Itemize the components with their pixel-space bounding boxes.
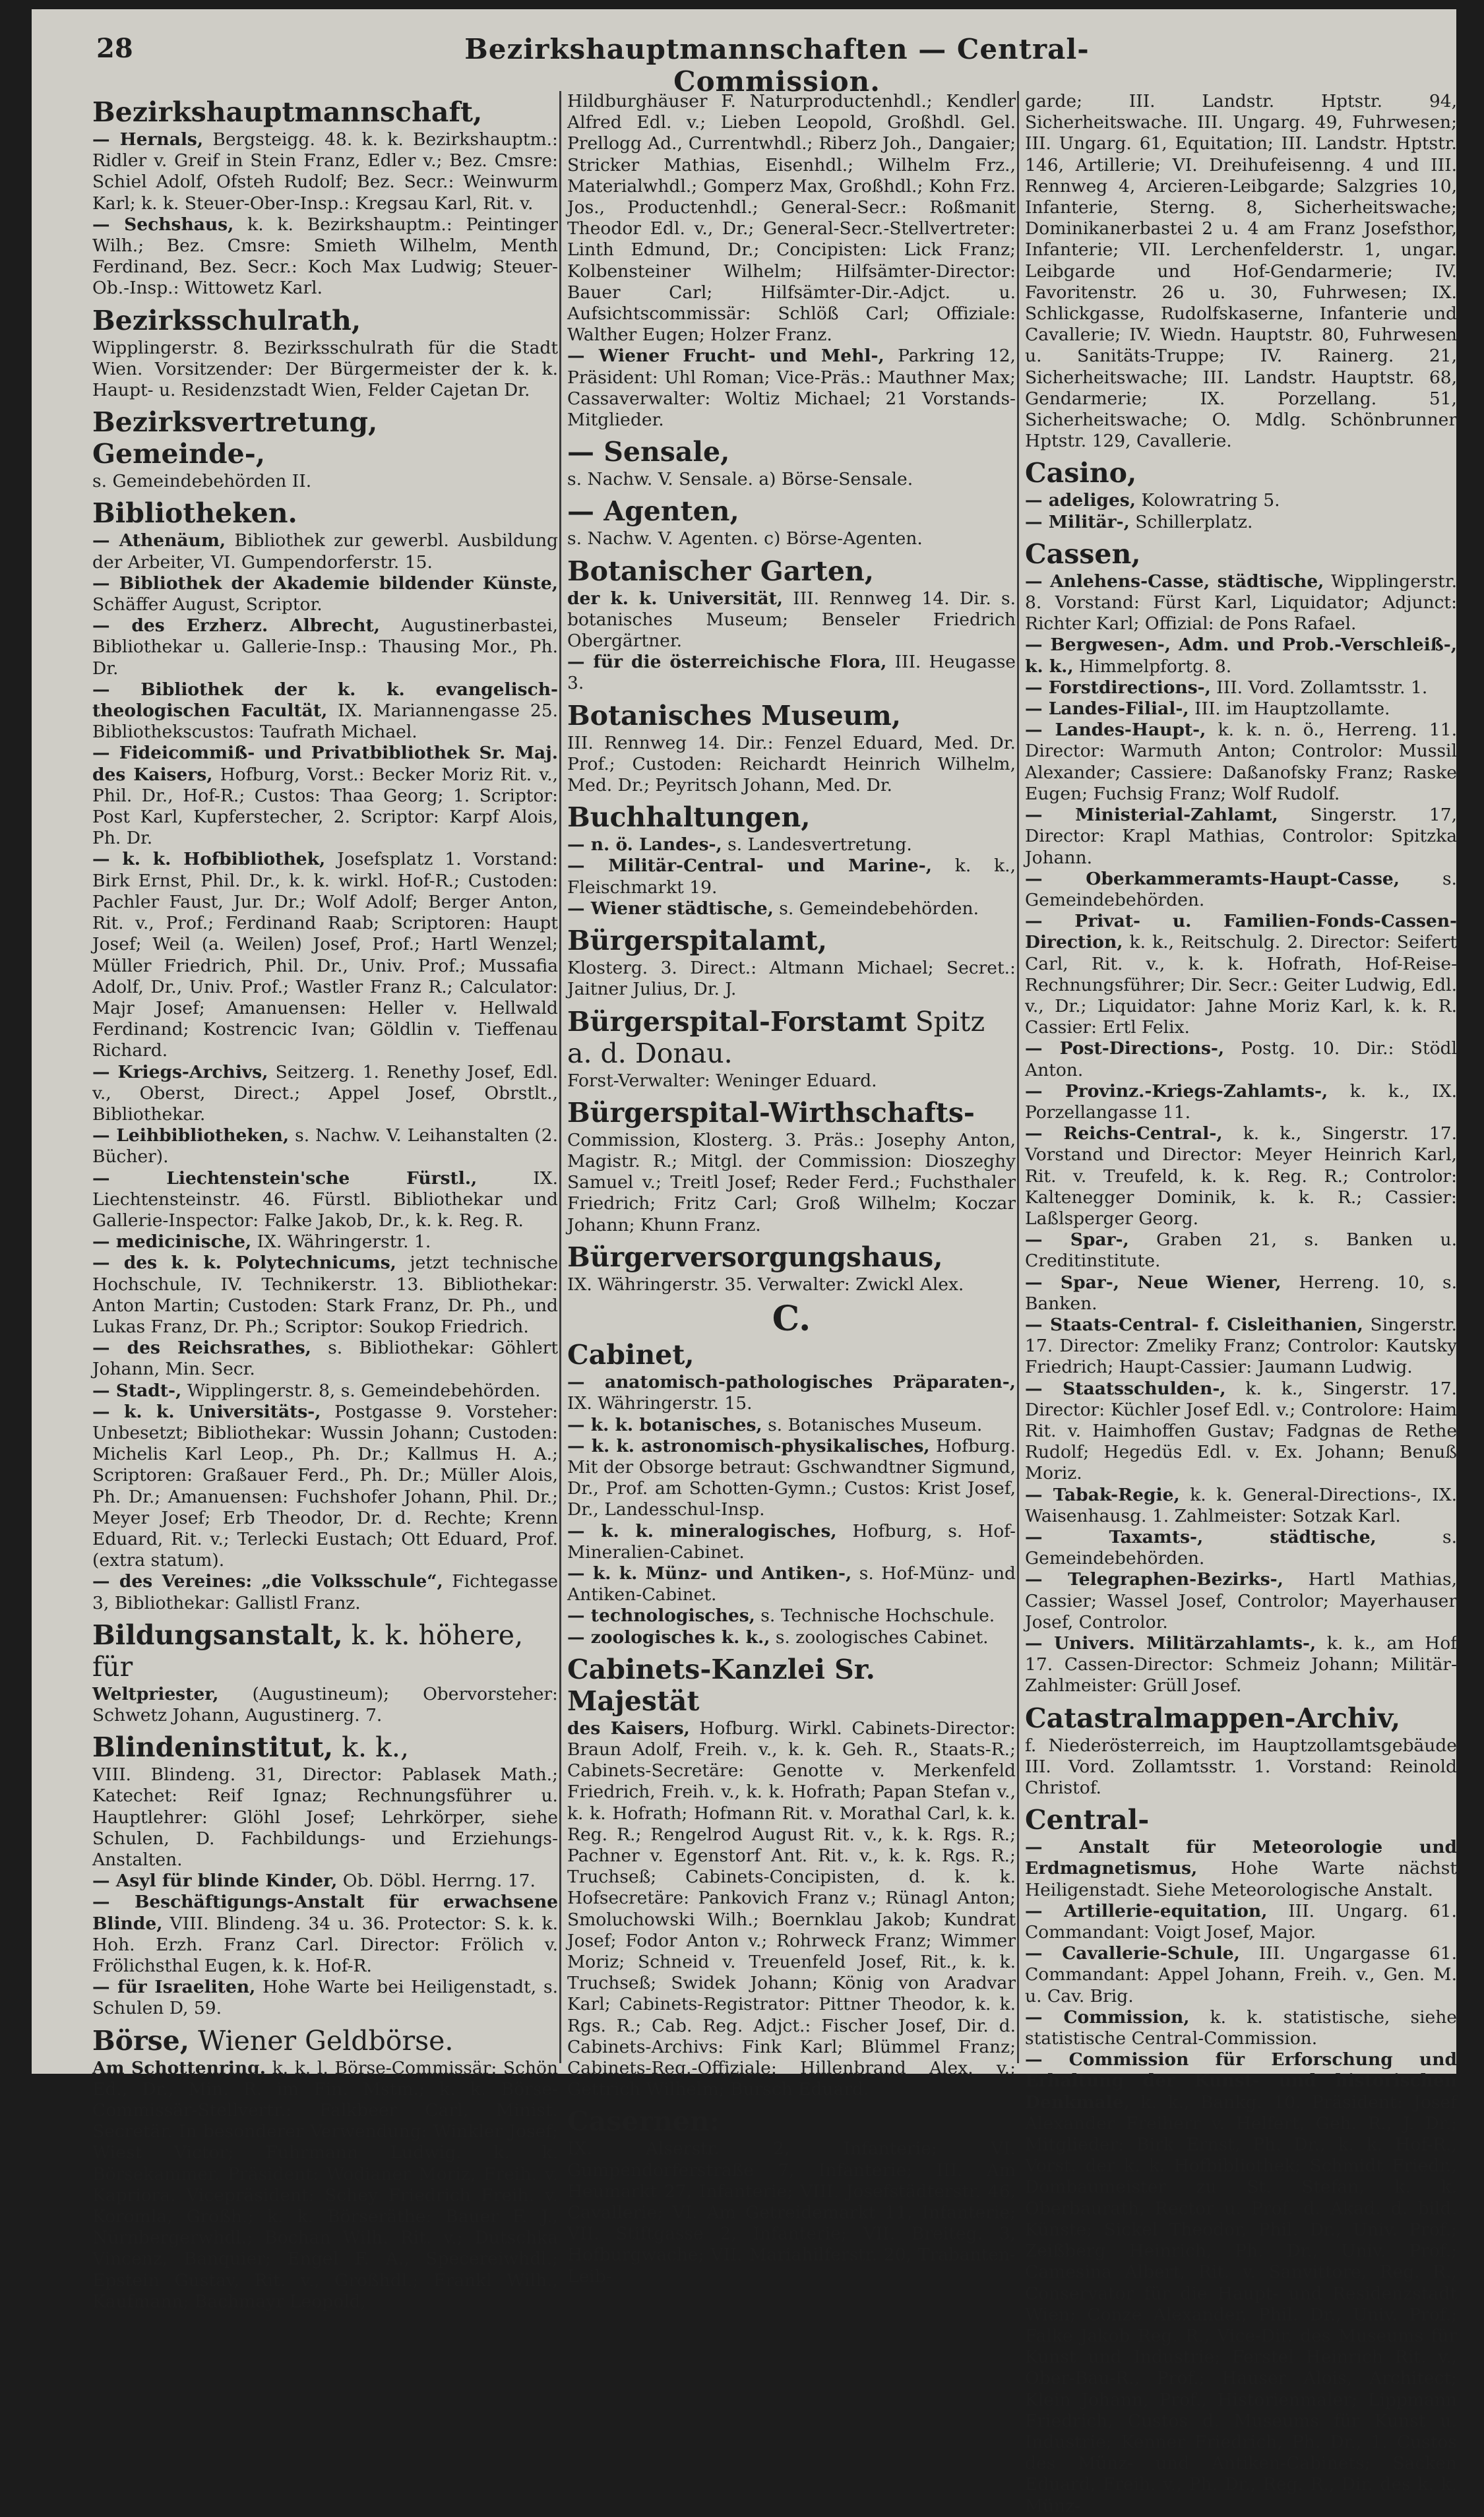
section-heading	[567, 1654, 1016, 1717]
directory-entry	[567, 1563, 1016, 1605]
directory-entry	[92, 129, 558, 214]
section-heading	[1025, 1702, 1457, 1734]
entry-lead: — Spar-,	[1025, 1229, 1129, 1251]
section-heading	[567, 801, 1016, 833]
directory-entry	[92, 679, 558, 743]
entry-text: k. k., Singerstr. 17. Director: Küchler Josef Edl. v.; Controlore: Haim Rit. v. Haimhoffen Gustav; Fadgnas de Rethe Rudolf; Hegedüs Edl. v. Ex. Johann; Benuß Moriz.	[1025, 1378, 1457, 1484]
directory-entry	[1025, 91, 1457, 452]
entry-text: III. Ungargasse 61. Commandant: Appel Johann, Freih. v., Gen. M. u. Cav. Brig.	[1025, 1943, 1457, 2006]
heading-text: Buchhaltungen,	[567, 801, 811, 834]
heading-rest: Wiener Geldbörse.	[189, 2024, 454, 2057]
entry-lead: — Reichs-Central-,	[1025, 1123, 1223, 1144]
heading-rest: Spitz a. d. Donau.	[567, 1005, 985, 1069]
entry-lead: — Staatsschulden-,	[1025, 1378, 1226, 1399]
entry-text: Hohe Warte nächst Heiligenstadt. Siehe Meteorologische Anstalt.	[1025, 1858, 1457, 1900]
entry-text: f. Niederösterreich, im Hauptzollamtsgebäude III. Vord. Zollamtsstr. 1. Vorstand: Reinold Christof.	[1025, 1735, 1457, 1799]
entry-text: s. Nachw. V. Leihanstalten (2. Bücher).	[92, 1125, 558, 1167]
entry-text: Himmelpfortg. 8.	[1073, 656, 1232, 677]
entry-lead: — Univers. Militärzahlamts-,	[1025, 1633, 1316, 1654]
heading-text: Cabinet,	[567, 1339, 695, 1371]
directory-entry	[1025, 635, 1457, 677]
heading-text: Cabinets-Kanzlei Sr. Majestät	[567, 1653, 875, 1717]
entry-lead: — Sechshaus,	[92, 214, 234, 235]
entry-text: Wipplingerstr. 8. Vorstand: Fürst Karl, Liquidator; Adjunct: Richter Karl; Offizial: de Pons Rafael.	[1025, 571, 1458, 635]
entry-lead: — des Reichsrathes,	[92, 1338, 311, 1359]
heading-text: Bürgerversorgungshaus,	[567, 1241, 943, 1273]
entry-lead: Am Schottenring.	[92, 2057, 266, 2078]
entry-text: Kolowratring 5.	[1135, 490, 1280, 511]
heading-text: Cassen,	[1025, 538, 1141, 570]
entry-lead: — Wiener städtische,	[567, 898, 774, 919]
entry-lead: der k. k. Universität,	[567, 588, 784, 609]
heading-text: Börse,	[92, 2024, 190, 2057]
directory-entry	[1025, 1569, 1457, 1633]
directory-entry	[567, 1274, 1016, 1295]
heading-text: Bezirksschulrath,	[92, 304, 361, 336]
directory-entry	[567, 958, 1016, 1000]
entry-lead: — für Israeliten,	[92, 1977, 256, 1998]
entry-lead: — n. ö. Landes-,	[567, 834, 722, 855]
directory-entry	[567, 898, 1016, 919]
directory-entry	[92, 1062, 558, 1126]
directory-entry	[1025, 1315, 1457, 1379]
section-heading	[567, 925, 1016, 956]
directory-entry	[1025, 1485, 1457, 1527]
entry-text: VIII. Blindeng. 34 u. 36. Protector: S. k. k. Hoh. Erzh. Franz Carl. Director: Frölich v. Frölichsthal Eugen, k. k. Hof-R.	[92, 1913, 558, 1977]
heading-text: Bibliotheken.	[92, 497, 297, 530]
section-heading	[567, 1241, 1016, 1273]
entry-lead: — Asyl für blinde Kinder,	[92, 1871, 338, 1892]
section-heading	[92, 96, 558, 128]
section-heading	[567, 1097, 1016, 1129]
directory-entry	[567, 1627, 1016, 1648]
entry-text: s. Gemeindebehörden II.	[92, 471, 312, 492]
entry-text: III. Ungarg. 61. Commandant: Voigt Josef, Major.	[1025, 1900, 1457, 1943]
entry-text: Forst-Verwalter: Weninger Eduard.	[567, 1070, 877, 1091]
entry-lead: — Militär-Central- und Marine-,	[567, 855, 932, 877]
directory-entry	[1025, 512, 1457, 533]
entry-lead: — des Vereines: „die Volksschule“,	[92, 1571, 443, 1592]
entry-text: Parkring 12, Präsident: Uhl Roman; Vice-Präs.: Mauthner Max; Cassaverwalter: Woltiz Michael; 21 Vorstands-Mitglieder.	[567, 346, 1016, 431]
directory-entry	[92, 615, 558, 679]
directory-entry	[567, 346, 1016, 431]
entry-lead: — Kriegs-Archivs,	[92, 1061, 268, 1082]
directory-entry	[92, 1684, 558, 1726]
directory-entry	[1025, 1943, 1457, 2007]
directory-entry	[92, 1338, 558, 1380]
heading-text: Botanisches Museum,	[567, 699, 902, 731]
directory-entry	[1025, 911, 1457, 1038]
heading-text: Casernen:	[567, 2105, 720, 2138]
column-2	[567, 91, 1016, 2287]
entry-text: k. k. General-Directions-, IX. Waisenhausg. 1. Zahlmeister: Sotzak Karl.	[1025, 1484, 1457, 1526]
entry-lead: — Landes-Haupt-,	[1025, 720, 1206, 741]
entry-lead: — Oberkammeramts-Haupt-Casse,	[1025, 868, 1400, 889]
entry-lead: — technologisches,	[567, 1605, 755, 1627]
directory-entry	[1025, 1272, 1457, 1315]
entry-lead: — Spar-, Neue Wiener,	[1025, 1272, 1282, 1293]
column-3	[1025, 91, 1458, 2516]
entry-lead: des Kaisers,	[567, 1718, 690, 1739]
entry-text: Hofburg. Wirkl. Cabinets-Director: Braun Adolf, Freih. v., k. k. Geh. R., Staats-R.; Cabinets-Secretäre: Genotte v. Merkenfeld Friedrich, Freih. v., k. k. Hofrath; Papan Stefan v., k. k. Hofrath; Hofmann Rit. v. Morathal Carl, k. k. Reg. R.; Rengelrod August Rit. v., k. k. Rgs. R.; Pachner v. Egenstorf Ant. Rit. v., k. k. Rgs. R.; Truchseß; Cabinets-Concipisten, d. k. k. Hofsecretäre: Pankovich Franz v.; Rünagl Anton; Smoluchowski Wilh.; Boernklau Jakob; Kundrat Josef; Fodor Anton v.; Rohrweck Franz; Wimmer Moriz; Schneid v. Treuenfeld Josef, Rit., k. k. Truchseß; Swidek Johann; König von Aradvar Karl; Cabinets-Registrator: Pittner Theodor, k. k. Rgs. R.; Cab. Reg. Adjct.: Fischer Josef, Dir. d. Cabinets-Archivs: Fink Karl; Blümmel Franz; Cabinets-Reg.-Offiziale: Hillenbrand Alex. v.; Gettrich Wilhelm; Bursch Eduard.	[567, 1718, 1016, 2100]
directory-entry	[1025, 1735, 1457, 1799]
directory-entry	[92, 1892, 558, 1977]
directory-entry	[567, 1521, 1016, 1563]
directory-entry	[92, 1571, 558, 1613]
directory-entry	[92, 573, 558, 615]
entry-lead: — Hernals,	[92, 129, 204, 150]
entry-text: k. k. Bezirkshauptm.: Peintinger Wilh.; Bez. Cmsre: Smieth Wilhelm, Menth Ferdinand, Bez. Secr.: Koch Max Ludwig; Steuer-Ob.-Insp.: Wittowetz Karl.	[92, 214, 558, 299]
heading-text: Bezirksvertretung, Gemeinde-,	[92, 406, 378, 470]
section-heading	[567, 1006, 1016, 1069]
entry-text: Schäffer August, Scriptor.	[92, 594, 323, 615]
section-heading	[1025, 538, 1457, 570]
entry-lead: — k. k. Universitäts-,	[92, 1401, 321, 1422]
directory-entry	[92, 214, 558, 299]
entry-text: garde; III. Landstr. Hptstr. 94, Sicherheitswache. III. Ungarg. 49, Fuhrwesen; III. Ungarg. 61, Equitation; III. Landstr. Hptstr. 146, Artillerie; VI. Dreihufeisenng. 4 und III. Rennweg 4, Arcieren-Leibgarde; Salzgries 10, Infanterie, Sterng. 8, Sicherheitswache; Dominikanerbastei 2 u. 4 am Franz Josefsthor, Infanterie; VII. Lerchenfelderstr. 1, ungar. Leibgarde und Hof-Gendarmerie; IV. Favoritenstr. 26 u. 30, Fuhrwesen; IX. Schlickgasse, Rudolfskaserne, Infanterie und Cavallerie; IV. Wiedn. Hauptstr. 80, Fuhrwesen u. Sanitäts-Truppe; IV. Rainerg. 21, Sicherheitswache; III. Landstr. Hauptstr. 68, Gendarmerie; IX. Porzellang. 51, Sicherheitswache; O. Mdlg. Schönbrunner Hptstr. 129, Cavallerie.	[1025, 91, 1457, 452]
entry-text: k. k., Reitschulg. 2. Director: Seifert Carl, Rit. v., k. k. Hofrath, Hof-Reise-Rechnungsführer; Dir. Secr.: Geiter Ludwig, Edl. v., Dr.; Liquidator: Jahne Moriz Karl, k. k. R. Cassier: Ertl Felix.	[1025, 932, 1457, 1038]
entry-lead: — Privat- u. Familien-Fonds-Cassen-Direction,	[1025, 911, 1457, 953]
entry-text: IX. Mariannengasse 25. Bibliothekscustos: Taufrath Michael.	[92, 700, 558, 743]
entry-lead: — Bibliothek der Akademie bildender Künste,	[92, 573, 558, 594]
entry-lead: — Wiener Frucht- und Mehl-,	[567, 346, 884, 367]
directory-entry	[92, 1764, 558, 1871]
entry-lead: — k. k. botanisches,	[567, 1414, 762, 1435]
section-heading	[92, 305, 558, 336]
entry-text: Wipplingerstr. 8. Bezirksschulrath für die Stadt Wien. Vorsitzender: Der Bürgermeister der k. k. Haupt- u. Residenzstadt Wien, Felder Cajetan Dr.	[92, 337, 558, 401]
section-heading	[567, 555, 1016, 587]
heading-text: — Agenten,	[567, 495, 739, 528]
column-1	[92, 91, 559, 2312]
directory-entry	[92, 471, 558, 492]
entry-text: Hohe Warte bei Heiligenstadt, s. Schulen D, 59.	[92, 1977, 558, 2019]
entry-text: Fichtegasse 3, Bibliothekar: Gallistl Franz.	[92, 1571, 558, 1613]
directory-entry	[1025, 1229, 1457, 1272]
entry-text: s. Gemeindebehörden.	[773, 898, 979, 919]
directory-entry	[1025, 677, 1457, 699]
entry-text: Commission, Klosterg. 3. Präs.: Josephy Anton, Magistr. R.; Mitgl. der Commission: Dioszeghy Samuel v.; Treitl Josef; Reder Ferd.; Fuchsthaler Friedrich; Fritz Carl; Groß Wilhelm; Koczar Johann; Khunn Franz.	[567, 1129, 1016, 1235]
directory-entry	[567, 1436, 1016, 1521]
directory-entry	[92, 530, 558, 573]
entry-lead: — k. k. mineralogisches,	[567, 1520, 837, 1541]
entry-lead: — Beschäftigungs-Anstalt für erwachsene Blinde,	[92, 1892, 558, 1934]
directory-entry	[1025, 2007, 1457, 2049]
directory-entry	[92, 1381, 558, 1402]
directory-entry	[567, 855, 1016, 898]
entry-text: Singerstr. 17. Director: Zmeliky Franz; Controlor: Kautsky Friedrich; Haupt-Cassier: Jaumann Ludwig.	[1025, 1314, 1457, 1378]
directory-entry	[1025, 1038, 1457, 1080]
section-heading	[567, 495, 1016, 527]
directory-entry	[567, 834, 1016, 855]
directory-entry	[92, 849, 558, 1061]
entry-text: s. Gemeindebehörden.	[1025, 1527, 1457, 1569]
entry-text: III. im Hauptzollamte.	[1189, 699, 1390, 720]
entry-lead: — Taxamts-, städtische,	[1025, 1527, 1376, 1547]
entry-text: III. Rennweg 14. Dir.: Fenzel Eduard, Med. Dr. Prof.; Custoden: Reichardt Heinrich Wilhelm, Med. Dr.; Peyritsch Johann, Med. Dr.	[567, 732, 1016, 796]
entry-lead: — k. k. Hofbibliothek,	[92, 849, 326, 870]
heading-text: Catastralmappen-Archiv,	[1025, 1702, 1401, 1734]
directory-page	[32, 9, 1458, 2516]
entry-lead: Weltpriester,	[92, 1683, 219, 1704]
directory-entry	[1025, 1901, 1457, 1943]
entry-text: k. k. l. Börse-Commissär: Schön Ed., Dr., Min. R. im Fin. Mstm.; k. k. Börse-Commissär-Stellvertr.: Falkbeer Carl, Minist. Secretär. In besonderer Verwendung: Winkler Josef; Wiest Victor; Fuhrmann Ludwig. k. k. Börsekammer. Präsident: Wodianer Moriz, Freih. v. Kapriora. Vicepräsident: Schey Friedrich Freih. v. Koromla, Großh.; k. k. Börseräthe: Bauer F. J., Nürnbergerwhdl.; Bochan Wilh. Rit. v.; Dutschka Vincenz, Banquier; Engel F. A., Specereiwhdl.; Epstein Gustav, Rit. v., Großhdl.; Frankl Wilh., Kaufmann; Bachmayr Leopold,	[92, 2057, 559, 2312]
entry-text: s. Hof-Münz- und Antiken-Cabinet.	[567, 1563, 1016, 1605]
entry-lead: — Fideicommiß- und Privatbibliothek Sr. Maj. des Kaisers,	[92, 743, 558, 785]
directory-entry	[1025, 571, 1457, 635]
entry-text: III. Heugasse 3.	[567, 652, 1016, 694]
entry-lead: — Post-Directions-,	[1025, 1038, 1225, 1059]
section-heading	[92, 497, 558, 529]
entry-lead: — Telegraphen-Bezirks-,	[1025, 1569, 1283, 1590]
section-heading	[92, 1619, 558, 1683]
entry-text: Hofburg. Mit der Obsorge betraut: Gschwandtner Sigmund, Dr., Prof. am Schotten-Gymn.; Custos: Krist Josef, Dr., Landesschul-Insp.	[567, 1435, 1016, 1520]
directory-entry	[1025, 1123, 1457, 1229]
entry-text: s. Gemeindebehörden.	[1025, 868, 1457, 910]
directory-entry	[92, 1871, 558, 1892]
entry-text: k. k. n. ö., Herreng. 11. Director: Warmuth Anton; Controlor: Mussil Alexander; Cassiere: Daßanofsky Franz; Raske Eugen; Fuchsig Franz; Wolf Rudolf.	[1025, 720, 1457, 804]
entry-text: Hildburghäuser F. Naturproductenhdl.; Kendler Alfred Edl. v.; Lieben Leopold, Großhdl. Gel. Prellogg Ad., Currentwhdl.; Riberz Joh., Dangaier; Stricker Mathias, Eisenhdl.; Wilhelm Frz., Materialwhdl.; Gomperz Max, Großhdl.; Kohn Frz. Jos., Productenhdl.; General-Secr.: Roßmanit Theodor Edl. v., Dr.; General-Secr.-Stellvertreter: Linth Edmund, Dr.; Concipisten: Lick Franz; Kolbensteiner Wilhelm; Hilfsämter-Director: Bauer Carl; Hilfsämter-Dir.-Adjct. u. Aufsichtscommissär: Schlöß Carl; Offiziale: Walther Eugen; Holzer Franz.	[567, 91, 1016, 346]
entry-text: jetzt technische Hochschule, IV. Technikerstr. 13. Bibliothekar: Anton Martin; Custoden: Stark Franz, Dr. Ph., und Lukas Franz, Dr. Ph.; Scriptor: Soukop Friedrich.	[92, 1253, 559, 1337]
entry-lead: — Commission,	[1025, 2006, 1190, 2028]
directory-entry	[567, 528, 1016, 549]
entry-lead: — Artillerie-equitation,	[1025, 1900, 1268, 1921]
entry-lead: — anatomisch-pathologisches Präparaten-,	[567, 1372, 1016, 1393]
entry-lead: — Anstalt für Meteorologie und Erdmagnetismus,	[1025, 1837, 1457, 1879]
entry-text: k. k., Singerstr. 17. Vorstand und Director: Meyer Heinrich Karl, Rit. v. Treufeld, k. k. Reg. R.; Controlor: Kaltenegger Dominik, k. k. R.; Cassier: Laßlsperger Georg.	[1025, 1123, 1457, 1229]
entry-lead: — Bergwesen-, Adm. und Prob.-Verschleiß-, k. k.,	[1025, 635, 1457, 677]
directory-entry	[92, 1125, 558, 1167]
entry-text: VIII. Blindeng. 31, Director: Pablasek Math.; Katechet: Reif Ignaz; Rechnungsführer u. Hauptlehrer: Glöhl Josef; Lehrkörper, siehe Schulen, D. Fachbildungs- und Erziehungs-Anstalten.	[92, 1764, 558, 1871]
entry-text: Postg. 10. Dir.: Stödl Anton.	[1025, 1038, 1457, 1080]
entry-text: Josefsplatz 1. Vorstand: Birk Ernst, Phil. Dr., k. k. wirkl. Hof-R.; Custoden: Pachler Faust, Jur. Dr.; Wolf Adolf; Berger Anton, Rit. v., Prof.; Ferdinand Raab; Scriptoren: Haupt Josef; Weil (a. Weilen) Josef, Prof.; Hartl Wenzel; Müller Friedrich, Phil. Dr., Univ. Prof.; Mussafia Adolf, Dr., Univ. Prof.; Wastler Franz R.; Calculator: Majr Josef; Amanuensen: Heller v. Hellwald Ferdinand; Kostrencic Ivan; Göldlin v. Tieffenau Richard.	[92, 849, 558, 1061]
directory-entry	[567, 588, 1016, 652]
directory-entry	[1025, 869, 1457, 911]
entry-text: Singerstr. 17, Director: Krapl Mathias, Controlor: Spitzka Johann.	[1025, 805, 1457, 868]
heading-text: Bürgerspitalamt,	[567, 925, 827, 957]
heading-text: — Sensale,	[567, 436, 730, 468]
column-rule	[1017, 91, 1019, 2063]
directory-entry	[567, 733, 1016, 797]
section-heading	[92, 1731, 558, 1763]
running-head	[32, 33, 1456, 98]
entry-text: Augustinerbastei, Bibliothekar u. Gallerie-Insp.: Thausing Mor., Ph. Dr.	[92, 615, 558, 679]
entry-lead: — Bibliothek der k. k. evangelisch-theologischen Facultät,	[92, 679, 558, 722]
section-heading	[92, 406, 558, 470]
heading-text: Bürgerspital-Wirthschafts-	[567, 1096, 975, 1129]
running-title: Bezirkshauptmannschaften — Central-Commission.	[464, 33, 1090, 98]
column-rule	[559, 91, 561, 2063]
entry-text: Hofburg, s. Hof-Mineralien-Cabinet.	[567, 1520, 1016, 1563]
directory-entry	[567, 1071, 1016, 1092]
directory-entry	[567, 1130, 1016, 1236]
entry-lead: — des k. k. Polytechnicums,	[92, 1253, 396, 1274]
directory-entry	[567, 1718, 1016, 2101]
entry-text: Ob. Döbl. Herrng. 17.	[337, 1871, 536, 1892]
entry-lead: — für die österreichische Flora,	[567, 652, 887, 673]
directory-entry	[1025, 805, 1457, 869]
heading-text: Casino,	[1025, 457, 1137, 489]
entry-text: s. Botanisches Museum.	[762, 1414, 983, 1435]
entry-text: Graben 21, s. Banken u. Creditinstitute.	[1025, 1229, 1457, 1272]
directory-entry	[92, 2058, 558, 2313]
entry-lead: — Liechtenstein'sche Fürstl.,	[92, 1167, 478, 1189]
directory-entry	[567, 1605, 1016, 1627]
section-heading	[567, 700, 1016, 731]
directory-entry	[92, 743, 558, 849]
entry-text: Herreng. 10, s. Banken.	[1025, 1272, 1457, 1314]
directory-entry	[1025, 699, 1457, 720]
entry-lead: — Anlehens-Casse, städtische,	[1025, 571, 1324, 592]
entry-text: s. Nachw. V. Sensale. a) Börse-Sensale.	[567, 469, 913, 490]
entry-text: k. k., Fleischmarkt 19.	[567, 855, 1016, 898]
section-heading	[567, 436, 1016, 468]
directory-entry	[1025, 1379, 1457, 1485]
entry-text: IX. Währingerstr. 1.	[251, 1231, 431, 1253]
heading-text: Bürgerspital-Forstamt	[567, 1005, 907, 1038]
directory-entry	[92, 1231, 558, 1253]
entry-text: Postgasse 9. Vorsteher: Unbesetzt; Bibliothekar: Wussin Johann; Custoden: Michelis Karl Leop., Ph. Dr.; Kallmus H. A.; Scriptoren: Graßauer Ferd., Ph. Dr.; Müller Alois, Ph. Dr.; Amanuensen: Fuchshofer Johann, Phil. Dr.; Meyer Josef; Erb Theodor, Dr. d. Rechte; Krenn Eduard, Rit. v.; Terlecki Eustach; Ott Eduard, Prof. (extra statum).	[92, 1401, 558, 1571]
section-heading	[1025, 457, 1457, 489]
entry-lead: — adeliges,	[1025, 490, 1136, 511]
directory-entry	[1025, 490, 1457, 511]
entry-lead: — k. k. Münz- und Antiken-,	[567, 1563, 852, 1584]
entry-text: k. k., IX. Porzellangasse 11.	[1025, 1080, 1458, 1123]
entry-lead: — k. k. astronomisch-physikalisches,	[567, 1435, 930, 1456]
heading-text: Botanischer Garten,	[567, 555, 874, 587]
heading-text: Bezirkshauptmannschaft,	[92, 96, 483, 128]
entry-lead: — des Erzherz. Albrecht,	[92, 615, 380, 637]
entry-text: III. Rennweg 14. Dir. s. botanisches Museum; Benseler Friedrich Obergärtner.	[567, 588, 1016, 652]
entry-lead: — zoologisches k. k.,	[567, 1627, 770, 1648]
heading-rest: k. k.,	[333, 1731, 409, 1764]
entry-text: IX. Liechtensteinstr. 46. Fürstl. Bibliothekar und Gallerie-Inspector: Falke Jakob, Dr., k. k. Reg. R.	[92, 1167, 559, 1231]
section-heading	[567, 2105, 1016, 2137]
entry-text: Bergsteigg. 48. k. k. Bezirkshauptm.: Ridler v. Greif in Stein Franz, Edler v.; Bez. Cmsre: Schiel Adolf, Ofsteh Rudolf; Bez. Secr.: Weinwurm Karl; k. k. Steuer-Ober-Insp.: Kregsau Karl, Rit. v.	[92, 129, 558, 214]
entry-text: IX. Währingerstr. 35. Verwalter: Zwickl Alex.	[567, 1274, 964, 1295]
entry-text: IX. Währingerstr. 15.	[567, 1393, 753, 1414]
directory-entry	[1025, 1837, 1457, 1901]
entry-text: s. Bibliothekar: Göhlert Johann, Min. Secr.	[92, 1338, 558, 1380]
entry-lead: — Athenäum,	[92, 530, 226, 551]
entry-lead: — Stadt-,	[92, 1380, 182, 1401]
section-letter: C.	[772, 1298, 811, 1339]
page-number: 28	[96, 33, 133, 64]
heading-text: Blindeninstitut,	[92, 1731, 334, 1764]
entry-text: k. k., am Hof 17. Cassen-Director: Schmeiz Johann; Militär-Zahlmeister: Grüll Josef.	[1025, 1633, 1457, 1696]
entry-text: Seitzerg. 1. Renethy Josef, Edl. v., Oberst, Direct.; Appel Josef, Obrstlt., Bibliothekar.	[92, 1061, 558, 1125]
directory-entry	[1025, 1081, 1457, 1123]
directory-entry	[92, 338, 558, 402]
entry-lead: — medicinische,	[92, 1231, 252, 1253]
entry-lead: — Cavallerie-Schule,	[1025, 1943, 1240, 1964]
entry-lead: — Commission für Erforschung und Erhaltung der Kunst- und historischen Denkmale,	[1025, 2049, 1457, 2113]
entry-lead: — Landes-Filial-,	[1025, 699, 1189, 720]
entry-lead: — Staats-Central- f. Cisleithanien,	[1025, 1314, 1363, 1335]
entry-text: Bibliothek zur gewerbl. Ausbildung der Arbeiter, VI. Gumpendorferstr. 15.	[92, 530, 558, 573]
entry-text: k. k., Bankg. 10. Präsident: Josef Alexander Freiherr v. Helfert, Geh. R., J. Dr.; Mitglieder: Birk Ernst, Ph. Dr., k. k. Hof-R., Vorst. der k. k. Hofbibliothek; Schmidt Friedr., Dombaumeister zu St. Stefan, k. k. Oberbaurath, Rector u. Prof. d. Akad. d. bild. Künste; Sickel Theodor, Phil. Dr., Univ. Prof.; Zeißberg Heinrich, Ph. Dr., Univ. Prof.; Camesina Albert, Rit. v. Sanvittore, Reg. R., Conservator für die Haupt- und Residenzstadt Wien; Conze Alexander, Phil. Dr., Univ. Prof.; Falke Jakob Reg. R., Vice-Dir. des Museums für Kunst und Industrie; Ferstel Heinrich Rit. v., Ober-Bau-R., Prof.; Hauser Alois, Architect; Klein Johann, Prof., Historienmaler; Lippmann Friedrich, Custos d. Museums für Kunst u. Industrie; Kenner Friedrich, Ph. Dr., 1. Custos des Münz- und Antiken-Cabinets; Sacken Eduard, Freih. v., Ph. Dr., Reg. R., Dir. des k. k. Münz-	[1025, 2092, 1457, 2516]
directory-entry	[1025, 1527, 1457, 1569]
directory-entry	[567, 1372, 1016, 1414]
heading-rest: k. k. höhere, für	[92, 1619, 524, 1683]
heading-text: Central-	[1025, 1804, 1150, 1836]
section-heading	[567, 1339, 1016, 1371]
directory-entry	[92, 1977, 558, 2019]
entry-lead: — Tabak-Regie,	[1025, 1484, 1180, 1505]
entry-text: Klosterg. 3. Direct.: Altmann Michael; Secret.: Jaitner Julius, Dr. J.	[567, 958, 1016, 1000]
entry-text: k. k. statistische, siehe statistische Central-Commission.	[1025, 2006, 1457, 2049]
entry-lead: — Leihbibliotheken,	[92, 1125, 290, 1146]
entry-text: IX. Alserstr. 2, Infanterie; VI. Gumpendorferstraße 7, Infanterie; III. Am Heumarkt 27, Infanterie; VIII. Josefstädterstr. 46, Cavallerie; VI. Am Getreidemarkt 11, Infanterie; VII. Stiftgasse 2, Infanterie; VII. Breiteg. 3, Hofburgwache; VII. Mariahilferstr. 20, Trabanten-Leib-	[567, 2138, 1016, 2287]
entry-text: s. zoologisches Cabinet.	[770, 1627, 989, 1648]
entry-text: (Augustineum); Obervorsteher: Schwetz Johann, Augustinerg. 7.	[92, 1683, 558, 1725]
entry-lead: — Ministerial-Zahlamt,	[1025, 805, 1278, 826]
entry-text: Schillerplatz.	[1129, 511, 1253, 532]
entry-text: s. Nachw. V. Agenten. c) Börse-Agenten.	[567, 528, 923, 549]
directory-entry	[567, 469, 1016, 490]
directory-entry	[92, 1253, 558, 1338]
directory-entry	[567, 2138, 1016, 2287]
directory-entry	[567, 652, 1016, 694]
entry-text: s. Landesvertretung.	[722, 834, 912, 855]
directory-entry	[567, 91, 1016, 346]
directory-entry	[92, 1168, 558, 1232]
directory-entry	[1025, 2049, 1457, 2516]
entry-lead: — Provinz.-Kriegs-Zahlamts-,	[1025, 1080, 1328, 1102]
directory-entry	[567, 1415, 1016, 1436]
entry-lead: — Militär-,	[1025, 511, 1130, 532]
section-heading	[92, 2025, 558, 2057]
heading-text: Bildungsanstalt,	[92, 1619, 343, 1651]
entry-text: s. Technische Hochschule.	[755, 1605, 995, 1627]
entry-text: Hartl Mathias, Cassier; Wassel Josef, Controlor; Mayerhauser Josef, Controlor.	[1025, 1569, 1458, 1632]
directory-entry	[1025, 1633, 1457, 1697]
entry-text: III. Vord. Zollamtsstr. 1.	[1210, 677, 1428, 698]
entry-text: Hofburg, Vorst.: Becker Moriz Rit. v., Phil. Dr., Hof-R.; Custos: Thaa Georg; 1. Scriptor: Post Karl, Kupferstecher, 2. Scriptor: Karpf Alois, Ph. Dr.	[92, 764, 558, 849]
directory-entry	[92, 1402, 558, 1572]
directory-entry	[1025, 720, 1457, 805]
entry-text: Wipplingerstr. 8, s. Gemeindebehörden.	[181, 1380, 541, 1401]
entry-lead: — Forstdirections-,	[1025, 677, 1211, 698]
section-heading	[1025, 1804, 1457, 1836]
